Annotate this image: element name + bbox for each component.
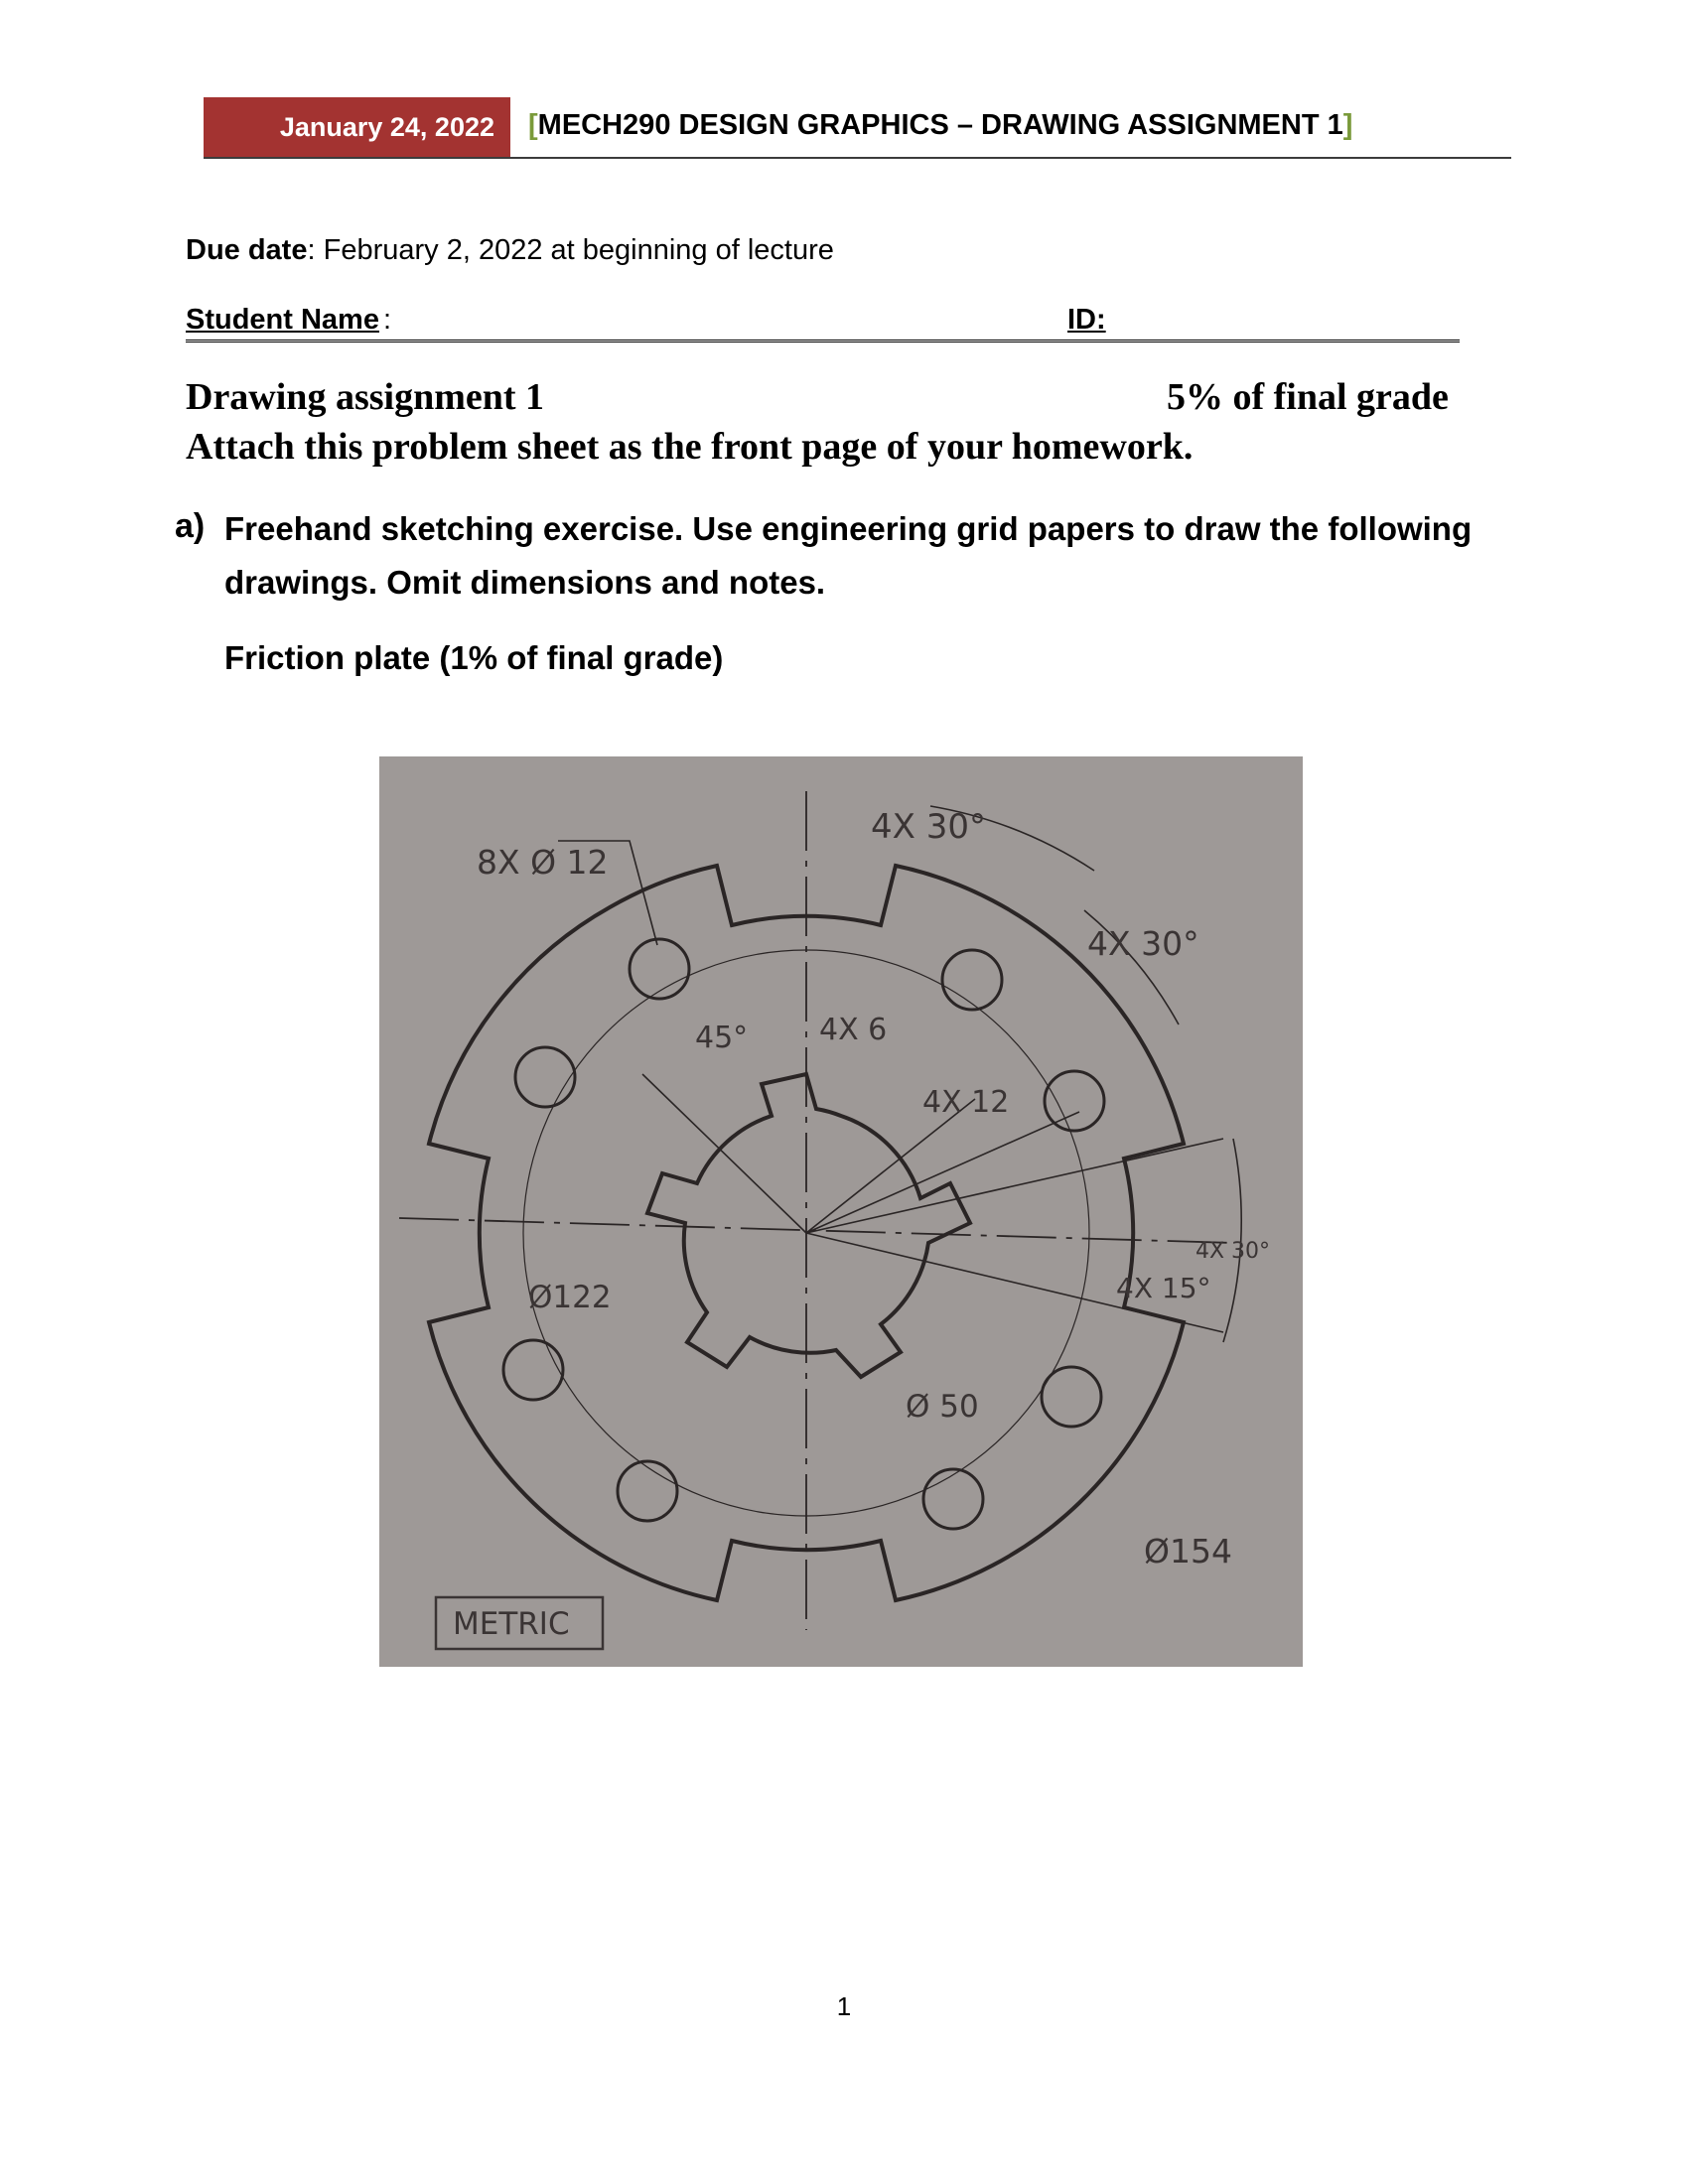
friction-plate-svg [379, 756, 1303, 1667]
title-bracket-open: [ [528, 109, 538, 141]
question-a-marker: a) [175, 507, 206, 545]
student-name-label-text: Student Name [186, 304, 379, 336]
label-right-angle: 4X 30° [1087, 924, 1199, 963]
student-info-line[interactable] [186, 304, 1460, 342]
label-key-depth: 4X 12 [922, 1085, 1010, 1120]
friction-plate-drawing [379, 756, 1303, 1667]
label-key-width: 4X 6 [819, 1013, 888, 1047]
page-header [204, 97, 1511, 159]
assignment-title: Drawing assignment 1 [186, 376, 545, 418]
student-name-colon: : [383, 304, 392, 336]
bolt-holes [503, 939, 1104, 1529]
label-holes: 8X Ø 12 [477, 843, 609, 882]
title-bracket-close: ] [1342, 109, 1353, 141]
label-top-angle: 4X 30° [871, 807, 986, 847]
label-slot-angle: 4X 30° [1196, 1239, 1271, 1264]
due-date [186, 234, 834, 267]
label-slot-depth: 4X 15° [1116, 1272, 1211, 1304]
title-text: MECH290 DESIGN GRAPHICS – DRAWING ASSIGNMENT 1 [537, 109, 1343, 141]
label-bore: Ø 50 [906, 1389, 979, 1425]
page-number: 1 [836, 1991, 852, 2021]
assignment-grade: 5% of final grade [1167, 376, 1449, 418]
header-date: January 24, 2022 [204, 97, 510, 157]
question-a-text: Freehand sketching exercise. Use engineering grid papers to draw the following drawings. Omit dimensions and notes. [224, 510, 1473, 601]
leader-lines [558, 806, 1241, 1342]
attach-instruction: Attach this problem sheet as the front page of your homework. [186, 426, 1194, 468]
due-date-label: Due date [186, 234, 308, 266]
question-a-subtitle: Friction plate (1% of final grade) [224, 639, 724, 676]
label-outer: Ø154 [1144, 1532, 1232, 1570]
student-name-label [186, 304, 379, 337]
header-title [528, 109, 1352, 142]
label-key-angle: 45° [695, 1021, 749, 1055]
label-bolt-circle: Ø122 [528, 1280, 612, 1315]
student-id-label: ID: [1067, 304, 1106, 336]
due-date-text: : February 2, 2022 at beginning of lecture [307, 234, 834, 266]
label-units: METRIC [453, 1606, 570, 1642]
